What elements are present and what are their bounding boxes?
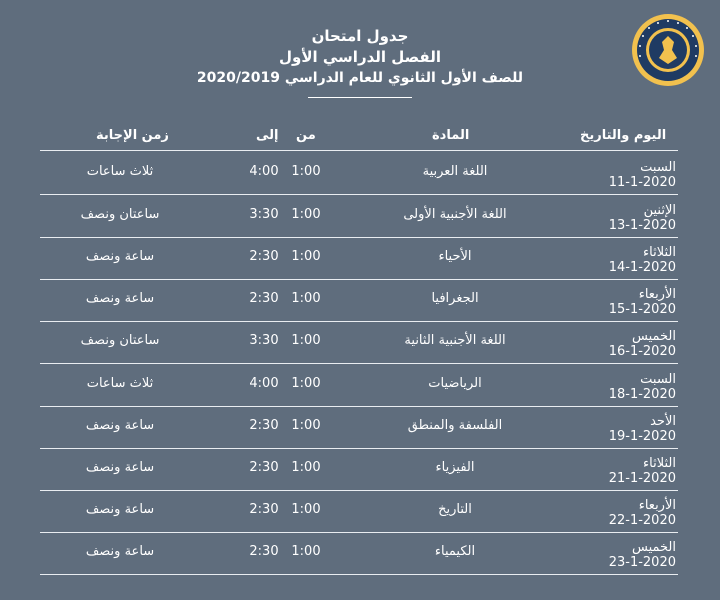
ministry-logo-icon (630, 12, 706, 88)
subject-cell: الفيزياء (435, 460, 475, 475)
row-divider (40, 574, 678, 575)
to-time-cell: 2:30 (249, 418, 279, 433)
column-header-subject: المادة (432, 128, 470, 143)
day-date-cell (560, 245, 676, 275)
from-time-cell: 1:00 (291, 502, 321, 517)
exam-date: 19-1-2020 (608, 429, 676, 444)
title-line-3: للصف الأول الثانوي للعام الدراسي 2020/2019 (196, 70, 524, 86)
day-date-cell (560, 203, 676, 233)
row-divider (40, 532, 678, 533)
to-time-cell: 4:00 (249, 376, 279, 391)
title-line-2: الفصل الدراسي الأول (279, 48, 441, 66)
day-name: الخميس (632, 329, 676, 344)
duration-cell: ساعة ونصف (85, 460, 155, 475)
subject-cell: اللغة الأجنبية الأولى (403, 207, 507, 222)
day-date-cell (560, 456, 676, 486)
subject-cell: التاريخ (438, 502, 472, 517)
duration-cell: ساعة ونصف (85, 249, 155, 264)
title-line-1: جدول امتحان (311, 27, 409, 45)
row-divider (40, 194, 678, 195)
duration-cell: ساعة ونصف (85, 502, 155, 517)
row-divider (40, 406, 678, 407)
exam-date: 11-1-2020 (608, 175, 676, 190)
column-header-duration: زمن الإجابة (96, 128, 169, 143)
column-header-to: إلى (256, 128, 279, 143)
subject-cell: اللغة الأجنبية الثانية (404, 333, 506, 348)
day-name: السبت (640, 372, 676, 387)
day-name: الإثنين (643, 203, 676, 218)
duration-cell: ساعة ونصف (85, 544, 155, 559)
to-time-cell: 2:30 (249, 544, 279, 559)
to-time-cell: 2:30 (249, 249, 279, 264)
row-divider (40, 448, 678, 449)
exam-date: 22-1-2020 (608, 513, 676, 528)
from-time-cell: 1:00 (291, 460, 321, 475)
duration-cell: ثلاث ساعات (86, 164, 154, 179)
subject-cell: الفلسفة والمنطق (407, 418, 503, 433)
day-date-cell (560, 498, 676, 528)
to-time-cell: 3:30 (249, 333, 279, 348)
subject-cell: الرياضيات (428, 376, 482, 391)
day-date-cell (560, 372, 676, 402)
column-header-day-date: اليوم والتاريخ (580, 128, 667, 143)
day-date-cell (560, 414, 676, 444)
exam-date: 21-1-2020 (608, 471, 676, 486)
column-header-from: من (296, 128, 316, 143)
row-divider (40, 363, 678, 364)
to-time-cell: 2:30 (249, 291, 279, 306)
day-name: الخميس (632, 540, 676, 555)
to-time-cell: 2:30 (249, 460, 279, 475)
subject-cell: اللغة العربية (422, 164, 488, 179)
exam-date: 23-1-2020 (608, 555, 676, 570)
subject-cell: الجغرافيا (431, 291, 479, 306)
row-divider (40, 321, 678, 322)
from-time-cell: 1:00 (291, 418, 321, 433)
to-time-cell: 4:00 (249, 164, 279, 179)
duration-cell: ساعتان ونصف (80, 333, 160, 348)
duration-cell: ساعة ونصف (85, 291, 155, 306)
duration-cell: ساعة ونصف (85, 418, 155, 433)
to-time-cell: 3:30 (249, 207, 279, 222)
row-divider (40, 490, 678, 491)
from-time-cell: 1:00 (291, 376, 321, 391)
exam-date: 14-1-2020 (608, 260, 676, 275)
exam-date: 15-1-2020 (608, 302, 676, 317)
day-name: الأربعاء (638, 287, 676, 302)
from-time-cell: 1:00 (291, 164, 321, 179)
to-time-cell: 2:30 (249, 502, 279, 517)
exam-date: 18-1-2020 (608, 387, 676, 402)
day-date-cell (560, 329, 676, 359)
day-name: الثلاثاء (643, 456, 676, 471)
from-time-cell: 1:00 (291, 249, 321, 264)
duration-cell: ساعتان ونصف (80, 207, 160, 222)
from-time-cell: 1:00 (291, 207, 321, 222)
exam-date: 16-1-2020 (608, 344, 676, 359)
exam-date: 13-1-2020 (608, 218, 676, 233)
duration-cell: ثلاث ساعات (86, 376, 154, 391)
day-date-cell (560, 287, 676, 317)
row-divider (40, 237, 678, 238)
day-name: الأربعاء (638, 498, 676, 513)
row-divider (40, 279, 678, 280)
header-row-divider (40, 150, 678, 151)
day-date-cell (560, 160, 676, 190)
schedule-header (0, 26, 720, 88)
header-divider (308, 97, 412, 98)
subject-cell: الكيمياء (434, 544, 476, 559)
subject-cell: الأحياء (438, 249, 472, 264)
from-time-cell: 1:00 (291, 333, 321, 348)
day-name: السبت (640, 160, 676, 175)
day-name: الأحد (650, 414, 676, 429)
from-time-cell: 1:00 (291, 291, 321, 306)
from-time-cell: 1:00 (291, 544, 321, 559)
day-date-cell (560, 540, 676, 570)
day-name: الثلاثاء (643, 245, 676, 260)
